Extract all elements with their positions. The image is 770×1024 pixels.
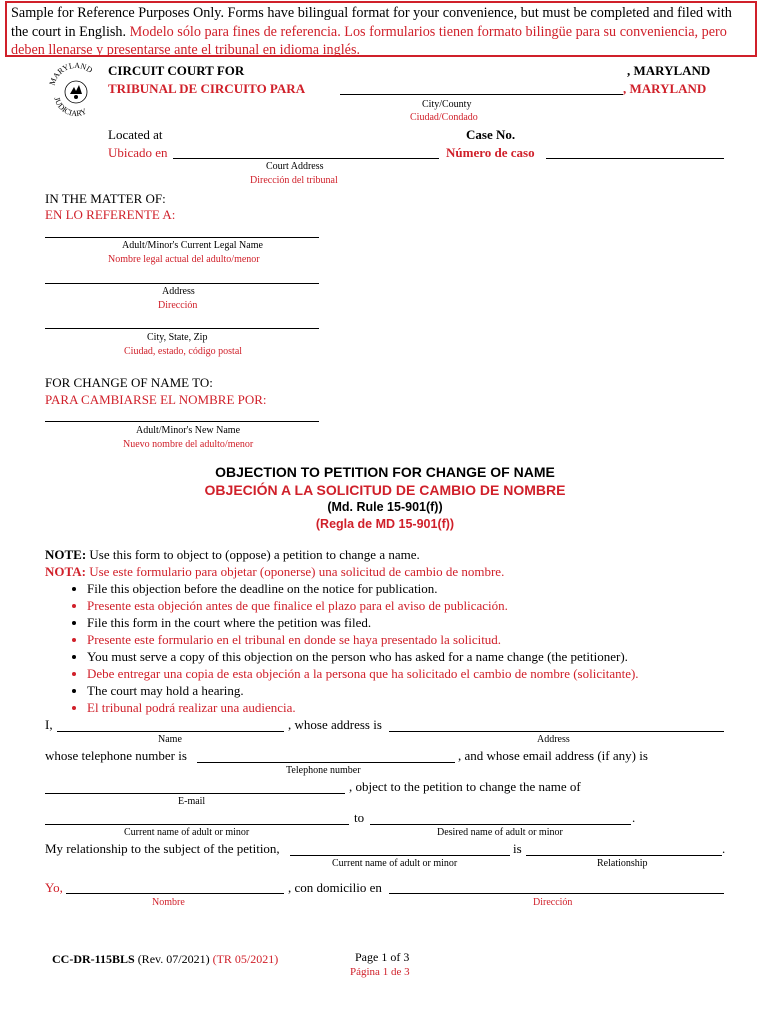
- court-label-es: TRIBUNAL DE CIRCUITO PARA: [108, 81, 306, 96]
- telephone-label: whose telephone number is: [45, 748, 187, 763]
- object-to-petition-label: , object to the petition to change the name of: [349, 779, 581, 794]
- telephone-caption: Telephone number: [286, 765, 361, 776]
- form-rule-es: (Regla de MD 15-901(f)): [315, 517, 455, 531]
- telephone-field[interactable]: [197, 762, 455, 763]
- city-state-zip-field[interactable]: [45, 328, 319, 329]
- page-number-es: Página 1 de 3: [350, 966, 410, 978]
- instructions: [45, 546, 639, 716]
- period: .: [632, 810, 636, 825]
- relationship-caption: Relationship: [597, 858, 648, 869]
- relationship-field[interactable]: [526, 855, 722, 856]
- name-caption: Name: [158, 734, 182, 745]
- court-address-field[interactable]: [173, 158, 439, 159]
- case-number-field[interactable]: [546, 158, 724, 159]
- whose-address-label: , whose address is: [288, 717, 382, 732]
- address-caption: Address: [537, 734, 570, 745]
- instruction-item: • Presente esta objeción antes de que finalice el plazo para el aviso de publicación.: [87, 597, 639, 614]
- domicilio-label: , con domicilio en: [288, 880, 382, 895]
- matter-address-caption-es: Dirección: [158, 300, 198, 311]
- current-legal-name-caption: Adult/Minor's Current Legal Name: [122, 240, 263, 251]
- current-name-caption-2: Current name of adult or minor: [332, 858, 458, 869]
- i-label: I,: [45, 717, 53, 732]
- city-county-caption: City/County: [422, 99, 472, 110]
- case-no-label-es: Número de caso: [446, 145, 535, 160]
- form-id: CC-DR-115BLS (Rev. 07/2021) (TR 05/2021): [52, 952, 279, 966]
- svg-text:MARYLAND: MARYLAND: [47, 60, 95, 87]
- maryland-judiciary-seal-icon: [46, 56, 106, 118]
- located-at-label-es: Ubicado en: [108, 145, 168, 160]
- svg-text:JUDICIARY: JUDICIARY: [52, 96, 88, 118]
- nombre-caption: Nombre: [152, 897, 185, 908]
- located-at-label: Located at: [108, 127, 163, 142]
- instruction-item: • The court may hold a hearing.: [87, 682, 639, 699]
- current-legal-name-field[interactable]: [45, 237, 319, 238]
- yo-label: Yo,: [45, 880, 63, 895]
- change-of-name-label: FOR CHANGE OF NAME TO:: [45, 375, 213, 390]
- form-title-es: OBJECIÓN A LA SOLICITUD DE CAMBIO DE NOMBRE: [204, 482, 566, 498]
- relationship-label: My relationship to the subject of the petition,: [45, 841, 280, 856]
- in-the-matter-of-label-es: EN LO REFERENTE A:: [45, 207, 176, 222]
- banner-english: Sample for Reference Purposes Only. Forms have bilingual format for your convenience, but must be completed and filed with the court in English.: [11, 5, 732, 40]
- new-name-field[interactable]: [45, 421, 319, 422]
- court-address-caption-es: Dirección del tribunal: [250, 175, 338, 186]
- instruction-item: • Presente este formulario en el tribunal en donde se haya presentado la solicitud.: [87, 631, 639, 648]
- objector-address-field[interactable]: [389, 731, 724, 732]
- period: .: [722, 841, 726, 856]
- matter-address-field[interactable]: [45, 283, 319, 284]
- instruction-item: • Debe entregar una copia de esta objeción a la persona que ha solicitado el cambio de nombre (solicitante).: [87, 665, 639, 682]
- email-intro-label: , and whose email address (if any) is: [458, 748, 648, 763]
- city-county-caption-es: Ciudad/Condado: [410, 112, 478, 123]
- instruction-item: • El tribunal podrá realizar una audiencia.: [87, 699, 639, 716]
- direccion-field[interactable]: [389, 893, 724, 894]
- subject-name-field[interactable]: [290, 855, 510, 856]
- court-label-en: CIRCUIT COURT FOR: [108, 63, 245, 78]
- form-rule: (Md. Rule 15-901(f)): [327, 500, 443, 514]
- state-label-en: , MARYLAND: [627, 63, 711, 78]
- instruction-item: • File this form in the court where the petition was filed.: [87, 614, 639, 631]
- change-of-name-label-es: PARA CAMBIARSE EL NOMBRE POR:: [45, 392, 267, 407]
- city-state-zip-caption-es: Ciudad, estado, código postal: [124, 346, 243, 357]
- new-name-caption-es: Nuevo nombre del adulto/menor: [123, 439, 254, 450]
- court-address-caption: Court Address: [266, 161, 324, 172]
- is-label: is: [513, 841, 522, 856]
- in-the-matter-of-label: IN THE MATTER OF:: [45, 191, 166, 206]
- instruction-item: • File this objection before the deadline on the notice for publication.: [87, 580, 639, 597]
- current-name-field[interactable]: [45, 824, 349, 825]
- new-name-caption: Adult/Minor's New Name: [136, 425, 241, 436]
- banner-spanish: Modelo sólo para fines de referencia. Los formularios tienen formato bilingüe para su conveniencia, pero deben llenarse y presentarse ante el tribunal en idioma inglés.: [11, 23, 727, 58]
- instruction-list: [45, 580, 639, 716]
- direccion-caption: Dirección: [533, 897, 573, 908]
- reference-banner: [5, 1, 757, 57]
- objector-name-field[interactable]: [57, 731, 284, 732]
- desired-name-caption: Desired name of adult or minor: [437, 827, 563, 838]
- to-label: to: [354, 810, 365, 825]
- case-no-label: Case No.: [466, 127, 516, 142]
- email-caption: E-mail: [178, 796, 206, 807]
- note-es: NOTA: Use este formulario para objetar (oponerse) una solicitud de cambio de nombre.: [45, 564, 505, 579]
- city-state-zip-caption: City, State, Zip: [147, 332, 208, 343]
- form-title: OBJECTION TO PETITION FOR CHANGE OF NAME: [215, 464, 555, 480]
- current-legal-name-caption-es: Nombre legal actual del adulto/menor: [108, 254, 260, 265]
- current-name-caption: Current name of adult or minor: [124, 827, 250, 838]
- court-city-field[interactable]: [340, 94, 623, 95]
- note-en: NOTE: Use this form to object to (oppose) a petition to change a name.: [45, 547, 420, 562]
- state-label-es: , MARYLAND: [623, 81, 707, 96]
- email-field[interactable]: [45, 793, 345, 794]
- instruction-item: • You must serve a copy of this objection on the person who has asked for a name change (the petitioner).: [87, 648, 639, 665]
- nombre-field[interactable]: [66, 893, 284, 894]
- page-number: Page 1 of 3: [355, 950, 410, 964]
- desired-name-field[interactable]: [370, 824, 631, 825]
- matter-address-caption: Address: [162, 286, 195, 297]
